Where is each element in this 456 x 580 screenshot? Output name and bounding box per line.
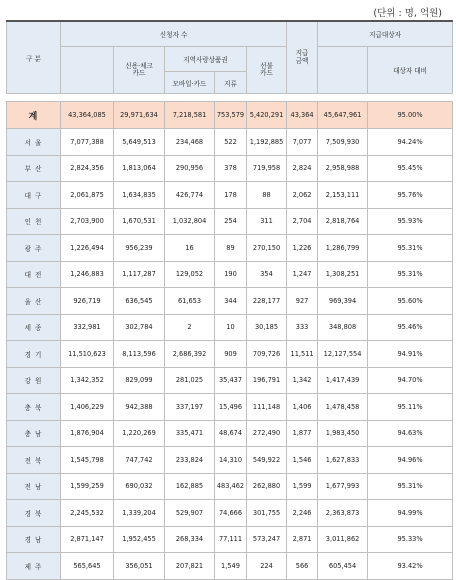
paper-cell: 10 (215, 314, 247, 341)
table-row (7, 235, 453, 262)
applicants-cell: 332,981 (61, 314, 114, 341)
prepaid-cell: 228,177 (247, 288, 287, 315)
region-cell: 인 천 (7, 208, 61, 235)
ratio-cell: 95.60% (368, 288, 453, 315)
paper-cell: 48,674 (215, 420, 247, 447)
targets-cell: 1,983,450 (318, 420, 368, 447)
applicants-cell: 565,645 (61, 553, 114, 580)
header-paper: 지류 (215, 72, 247, 94)
credit-check-cell: 1,117,287 (114, 261, 165, 288)
prepaid-cell: 272,490 (247, 420, 287, 447)
mobile-card-cell: 234,468 (165, 129, 215, 156)
paper-cell: 35,437 (215, 367, 247, 394)
paper-cell: 522 (215, 129, 247, 156)
payment-cell: 2,246 (287, 500, 318, 527)
prepaid-cell: 549,922 (247, 447, 287, 474)
region-cell: 광 주 (7, 235, 61, 262)
ratio-cell: 95.31% (368, 473, 453, 500)
payment-cell: 333 (287, 314, 318, 341)
targets-cell: 1,308,251 (318, 261, 368, 288)
table-row (7, 473, 453, 500)
region-cell: 부 산 (7, 155, 61, 182)
prepaid-cell: 311 (247, 208, 287, 235)
applicants-cell: 11,510,623 (61, 341, 114, 368)
paper-cell: 89 (215, 235, 247, 262)
applicants-cell: 1,226,494 (61, 235, 114, 262)
ratio-cell: 94.96% (368, 447, 453, 474)
ratio-cell: 95.11% (368, 394, 453, 421)
table-header (7, 21, 453, 94)
targets-cell: 3,011,862 (318, 526, 368, 553)
ratio-cell: 95.45% (368, 155, 453, 182)
mobile-card-cell: 207,821 (165, 553, 215, 580)
region-cell: 대 구 (7, 182, 61, 209)
region-cell: 강 원 (7, 367, 61, 394)
targets-cell: 7,509,930 (318, 129, 368, 156)
applicants-cell: 2,703,900 (61, 208, 114, 235)
region-cell: 세 종 (7, 314, 61, 341)
mobile-card-cell: 337,197 (165, 394, 215, 421)
total-applicants: 43,364,085 (61, 102, 114, 129)
table-row (7, 447, 453, 474)
table-row (7, 394, 453, 421)
payment-cell: 2,871 (287, 526, 318, 553)
prepaid-cell: 111,148 (247, 394, 287, 421)
applicants-cell: 1,545,798 (61, 447, 114, 474)
prepaid-cell: 270,150 (247, 235, 287, 262)
paper-cell: 344 (215, 288, 247, 315)
payment-cell: 2,062 (287, 182, 318, 209)
region-cell: 경 기 (7, 341, 61, 368)
applicants-table (6, 20, 453, 580)
region-cell: 서 울 (7, 129, 61, 156)
targets-cell: 1,417,439 (318, 367, 368, 394)
prepaid-cell: 354 (247, 261, 287, 288)
unit-note: (단위 : 명, 억원) (373, 8, 442, 19)
ratio-cell: 94.99% (368, 500, 453, 527)
ratio-cell: 94.63% (368, 420, 453, 447)
prepaid-cell: 719,958 (247, 155, 287, 182)
ratio-cell: 94.91% (368, 341, 453, 368)
prepaid-cell: 709,726 (247, 341, 287, 368)
prepaid-cell: 301,755 (247, 500, 287, 527)
targets-cell: 2,363,873 (318, 500, 368, 527)
credit-check-cell: 747,742 (114, 447, 165, 474)
table-row (7, 261, 453, 288)
credit-check-cell: 1,670,531 (114, 208, 165, 235)
ratio-cell: 95.46% (368, 314, 453, 341)
table-row (7, 420, 453, 447)
applicants-cell: 1,342,352 (61, 367, 114, 394)
region-cell: 울 산 (7, 288, 61, 315)
header-targets: 지급대상자 (318, 21, 453, 47)
mobile-card-cell: 290,956 (165, 155, 215, 182)
table-row (7, 341, 453, 368)
region-cell: 전 남 (7, 473, 61, 500)
applicants-cell: 2,824,356 (61, 155, 114, 182)
credit-check-cell: 5,649,513 (114, 129, 165, 156)
applicants-cell: 926,719 (61, 288, 114, 315)
paper-cell: 74,666 (215, 500, 247, 527)
table-row (7, 500, 453, 527)
mobile-card-cell: 335,471 (165, 420, 215, 447)
payment-cell: 2,704 (287, 208, 318, 235)
table-row (7, 314, 453, 341)
credit-check-cell: 636,545 (114, 288, 165, 315)
prepaid-cell: 1,192,885 (247, 129, 287, 156)
total-label: 계 (7, 102, 61, 129)
region-cell: 경 남 (7, 526, 61, 553)
applicants-cell: 2,061,875 (61, 182, 114, 209)
ratio-cell: 94.24% (368, 129, 453, 156)
region-cell: 충 북 (7, 394, 61, 421)
header-mobile-card: 모바일·카드 (165, 72, 215, 94)
mobile-card-cell: 162,885 (165, 473, 215, 500)
applicants-cell: 1,406,229 (61, 394, 114, 421)
mobile-card-cell: 1,032,804 (165, 208, 215, 235)
header-prepaid: 선불 카드 (247, 47, 287, 94)
targets-cell: 1,286,799 (318, 235, 368, 262)
total-ratio: 95.00% (368, 102, 453, 129)
credit-check-cell: 1,952,455 (114, 526, 165, 553)
credit-check-cell: 829,099 (114, 367, 165, 394)
region-cell: 제 주 (7, 553, 61, 580)
region-cell: 전 북 (7, 447, 61, 474)
paper-cell: 483,462 (215, 473, 247, 500)
payment-cell: 927 (287, 288, 318, 315)
header-category: 구 분 (7, 21, 61, 94)
payment-cell: 1,877 (287, 420, 318, 447)
applicants-cell: 2,871,147 (61, 526, 114, 553)
header-ratio: 대상자 대비 (368, 47, 453, 94)
header-local-voucher: 지역사랑상품권 (165, 47, 247, 72)
paper-cell: 1,549 (215, 553, 247, 580)
table-row (7, 367, 453, 394)
paper-cell: 190 (215, 261, 247, 288)
payment-cell: 1,342 (287, 367, 318, 394)
table-row (7, 208, 453, 235)
ratio-cell: 94.70% (368, 367, 453, 394)
targets-cell: 2,958,988 (318, 155, 368, 182)
total-row (7, 102, 453, 129)
prepaid-cell: 224 (247, 553, 287, 580)
ratio-cell: 95.93% (368, 208, 453, 235)
table-row (7, 182, 453, 209)
prepaid-cell: 262,880 (247, 473, 287, 500)
payment-cell: 566 (287, 553, 318, 580)
prepaid-cell: 196,791 (247, 367, 287, 394)
total-mobile-card: 7,218,581 (165, 102, 215, 129)
mobile-card-cell: 2,686,392 (165, 341, 215, 368)
table-row (7, 129, 453, 156)
payment-cell: 1,406 (287, 394, 318, 421)
mobile-card-cell: 2 (165, 314, 215, 341)
region-cell: 충 남 (7, 420, 61, 447)
credit-check-cell: 1,220,269 (114, 420, 165, 447)
applicants-cell: 1,599,259 (61, 473, 114, 500)
targets-cell: 2,818,764 (318, 208, 368, 235)
mobile-card-cell: 61,653 (165, 288, 215, 315)
ratio-cell: 95.33% (368, 526, 453, 553)
targets-cell: 1,677,993 (318, 473, 368, 500)
targets-cell: 969,394 (318, 288, 368, 315)
payment-cell: 11,511 (287, 341, 318, 368)
paper-cell: 254 (215, 208, 247, 235)
payment-cell: 1,226 (287, 235, 318, 262)
applicants-cell: 1,876,904 (61, 420, 114, 447)
region-cell: 경 북 (7, 500, 61, 527)
ratio-cell: 95.31% (368, 261, 453, 288)
credit-check-cell: 1,634,835 (114, 182, 165, 209)
credit-check-cell: 942,388 (114, 394, 165, 421)
applicants-cell: 2,245,532 (61, 500, 114, 527)
mobile-card-cell: 426,774 (165, 182, 215, 209)
payment-cell: 2,824 (287, 155, 318, 182)
table-row (7, 526, 453, 553)
applicants-cell: 1,246,883 (61, 261, 114, 288)
credit-check-cell: 690,032 (114, 473, 165, 500)
targets-cell: 1,627,833 (318, 447, 368, 474)
payment-cell: 1,546 (287, 447, 318, 474)
paper-cell: 77,111 (215, 526, 247, 553)
paper-cell: 378 (215, 155, 247, 182)
header-applicants: 신청자 수 (61, 21, 287, 47)
mobile-card-cell: 281,025 (165, 367, 215, 394)
credit-check-cell: 8,113,596 (114, 341, 165, 368)
mobile-card-cell: 268,334 (165, 526, 215, 553)
credit-check-cell: 1,813,064 (114, 155, 165, 182)
targets-cell: 1,478,458 (318, 394, 368, 421)
table-row (7, 553, 453, 580)
total-paper: 753,579 (215, 102, 247, 129)
table-row (7, 155, 453, 182)
ratio-cell: 95.31% (368, 235, 453, 262)
total-targets: 45,647,961 (318, 102, 368, 129)
payment-cell: 7,077 (287, 129, 318, 156)
paper-cell: 14,310 (215, 447, 247, 474)
header-payment: 지급 금액 (287, 21, 318, 94)
mobile-card-cell: 529,907 (165, 500, 215, 527)
paper-cell: 909 (215, 341, 247, 368)
targets-cell: 2,153,111 (318, 182, 368, 209)
credit-check-cell: 956,239 (114, 235, 165, 262)
mobile-card-cell: 233,824 (165, 447, 215, 474)
mobile-card-cell: 129,052 (165, 261, 215, 288)
credit-check-cell: 356,051 (114, 553, 165, 580)
credit-check-cell: 1,339,204 (114, 500, 165, 527)
table-body (7, 94, 453, 580)
total-payment: 43,364 (287, 102, 318, 129)
targets-cell: 605,454 (318, 553, 368, 580)
prepaid-cell: 88 (247, 182, 287, 209)
paper-cell: 178 (215, 182, 247, 209)
paper-cell: 15,496 (215, 394, 247, 421)
total-prepaid: 5,420,291 (247, 102, 287, 129)
prepaid-cell: 573,247 (247, 526, 287, 553)
prepaid-cell: 30,185 (247, 314, 287, 341)
table-row (7, 288, 453, 315)
ratio-cell: 93.42% (368, 553, 453, 580)
payment-cell: 1,599 (287, 473, 318, 500)
targets-cell: 348,808 (318, 314, 368, 341)
applicants-cell: 7,077,388 (61, 129, 114, 156)
mobile-card-cell: 16 (165, 235, 215, 262)
credit-check-cell: 302,784 (114, 314, 165, 341)
ratio-cell: 95.76% (368, 182, 453, 209)
region-cell: 대 전 (7, 261, 61, 288)
total-credit-check: 29,971,634 (114, 102, 165, 129)
payment-cell: 1,247 (287, 261, 318, 288)
header-credit-check: 신용·체크 카드 (114, 47, 165, 94)
targets-cell: 12,127,554 (318, 341, 368, 368)
